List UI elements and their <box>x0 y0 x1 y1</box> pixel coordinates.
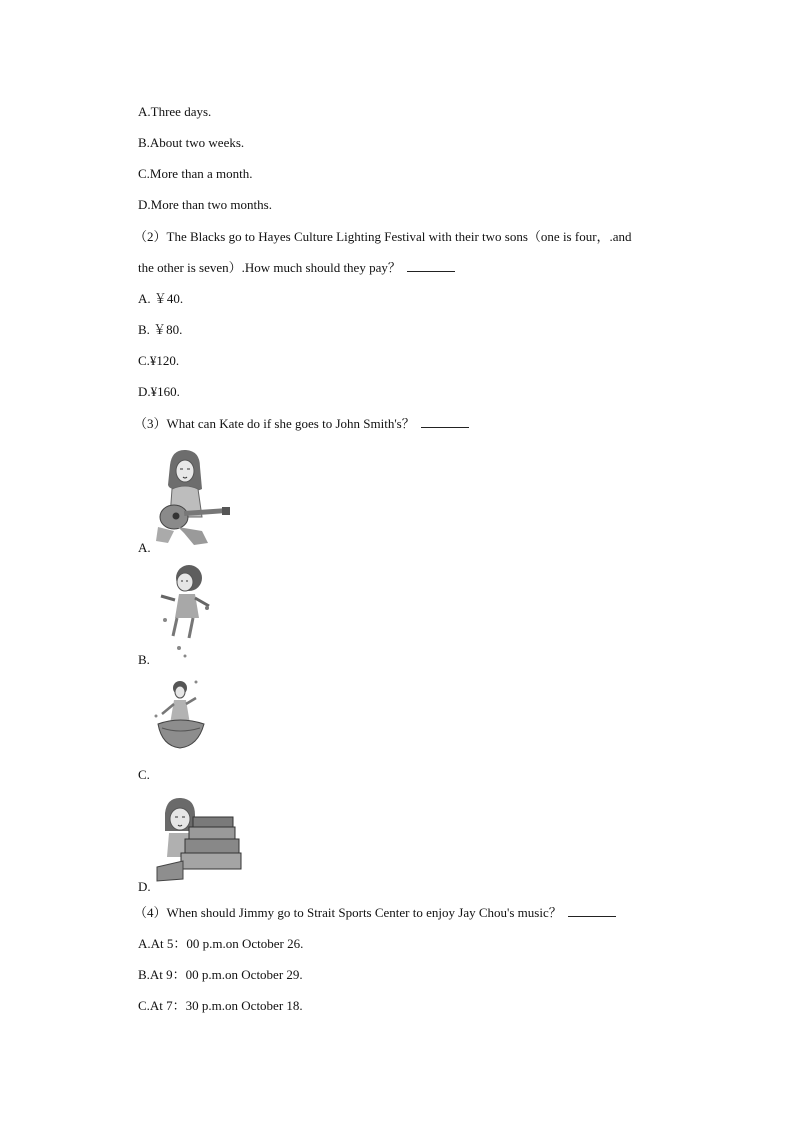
q3-option-c-label: C. <box>138 767 150 782</box>
q3-option-d-label: D. <box>138 879 151 894</box>
q4-option-a: A.At 5：00 p.m.on October 26. <box>138 936 304 951</box>
q3-stem-text: （3）What can Kate do if she goes to John Smith's？ <box>134 416 415 431</box>
girl-dancing-image <box>155 562 217 660</box>
q2-option-a: A. ￥40. <box>138 291 184 306</box>
q2-stem-text: the other is seven）.How much should they pay？ <box>138 260 401 275</box>
q4-stem-text: （4）When should Jimmy go to Strait Sports Center to enjoy Jay Chou's music？ <box>134 905 562 920</box>
q2-option-d: D.¥160. <box>138 384 180 399</box>
q4-option-c: C.At 7：30 p.m.on October 18. <box>138 998 303 1013</box>
girl-with-books-image <box>153 795 245 883</box>
q4-stem <box>134 905 616 921</box>
q1-option-d: D.More than two months. <box>138 197 272 212</box>
q4-option-b: B.At 9：00 p.m.on October 29. <box>138 967 303 982</box>
q1-option-c: C.More than a month. <box>138 166 253 181</box>
q2-option-b: B. ￥80. <box>138 322 183 337</box>
q3-option-b-label: B. <box>138 652 150 667</box>
q3-stem <box>134 416 469 432</box>
q2-option-c: C.¥120. <box>138 353 180 368</box>
answer-blank <box>407 260 455 272</box>
answer-blank <box>568 905 616 917</box>
girl-in-boat-image <box>150 676 212 750</box>
answer-blank <box>421 416 469 428</box>
q2-stem-line1: （2）The Blacks go to Hayes Culture Lighting Festival with their two sons（one is four，.and <box>134 229 632 244</box>
girl-playing-guitar-image <box>150 447 232 547</box>
q3-option-a-label: A. <box>138 540 151 555</box>
q1-option-a: A.Three days. <box>138 104 212 119</box>
q2-stem-line2 <box>138 260 455 276</box>
q1-option-b: B.About two weeks. <box>138 135 245 150</box>
